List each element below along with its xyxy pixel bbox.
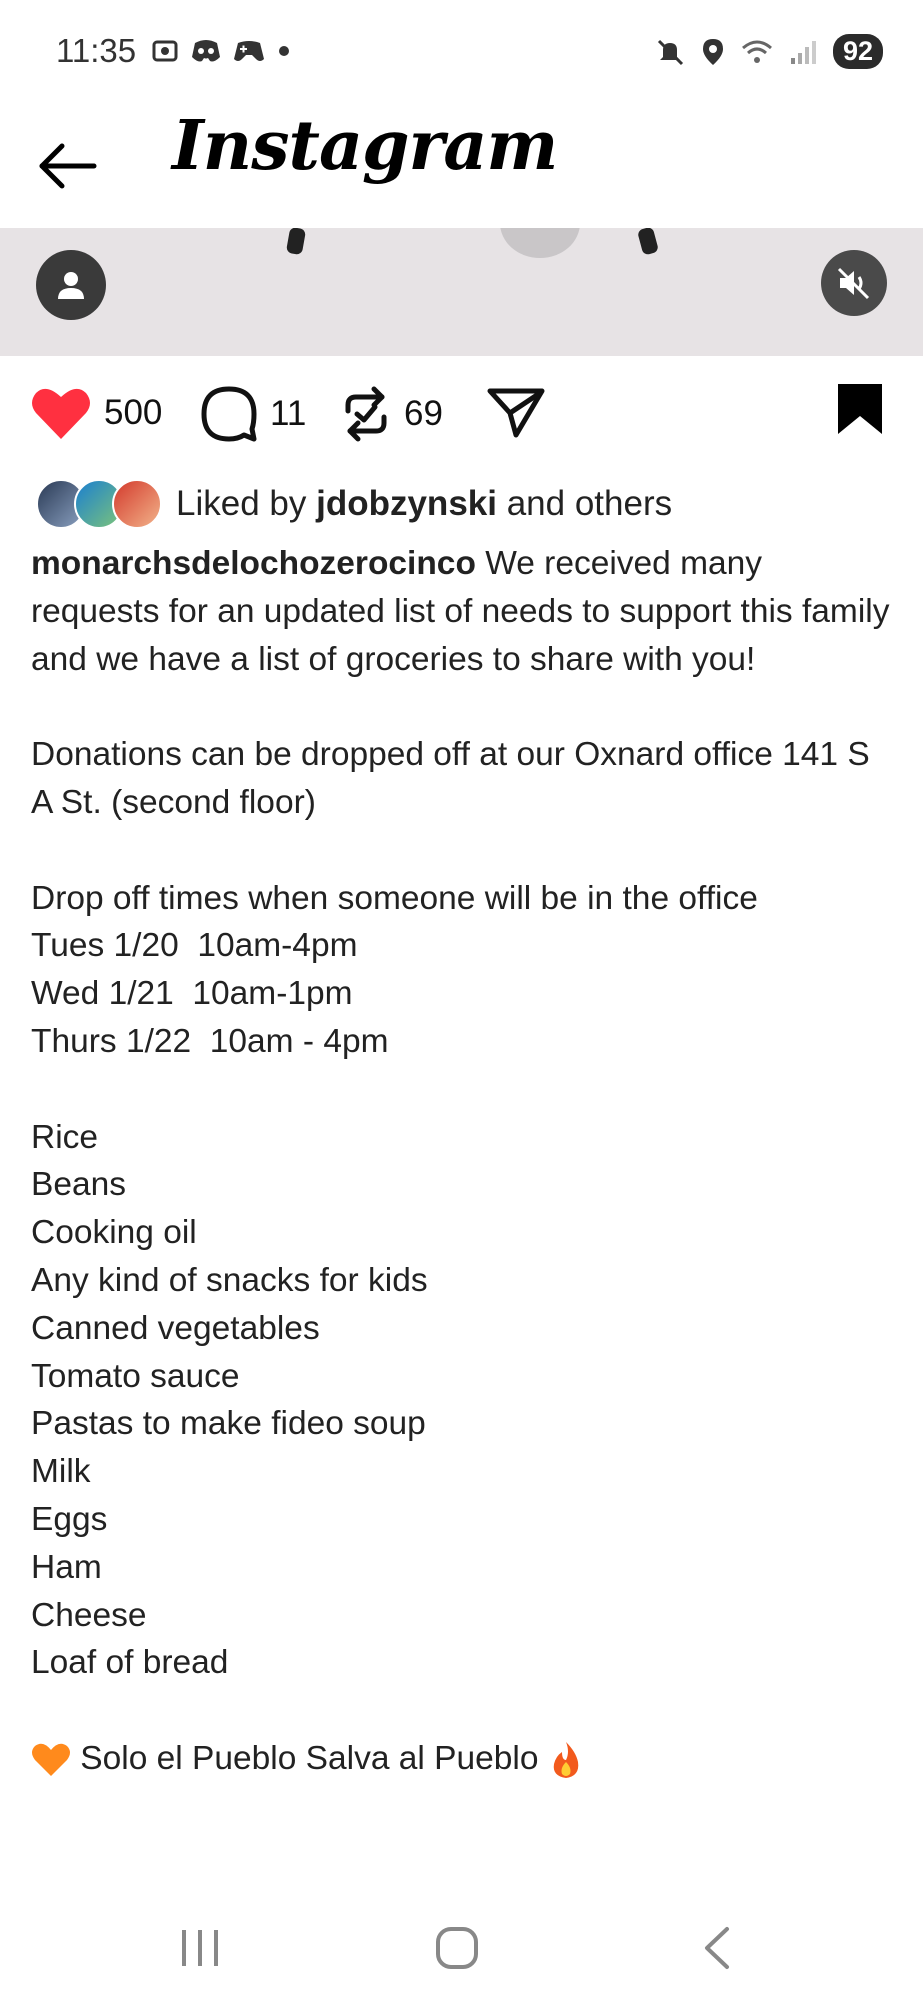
avatar [112, 479, 162, 529]
notification-icons [150, 36, 292, 66]
back-arrow-icon [36, 136, 100, 196]
send-icon [486, 385, 546, 439]
discord-icon [190, 37, 222, 65]
status-time: 11:35 [56, 32, 137, 69]
wifi-icon [741, 38, 773, 66]
recent-apps-button[interactable] [160, 1918, 240, 1978]
back-button[interactable] [36, 136, 106, 196]
dot-icon [276, 43, 292, 59]
battery-level: 92 [833, 34, 883, 69]
comment-icon [200, 385, 258, 443]
caption-closing: Solo el Pueblo Salva al Pueblo [71, 1739, 548, 1777]
tagged-users-button[interactable] [36, 250, 106, 320]
comment-button[interactable] [200, 385, 306, 443]
media-shape [500, 228, 580, 258]
post-media[interactable] [0, 228, 923, 356]
media-shape [637, 228, 659, 256]
system-nav-bar [0, 1900, 923, 2000]
heart-filled-icon [30, 385, 92, 441]
status-bar [0, 0, 923, 100]
game-controller-icon [232, 37, 266, 65]
fire-icon [548, 1740, 584, 1780]
home-icon [434, 1925, 480, 1971]
share-button[interactable] [486, 385, 546, 439]
bookmark-filled-icon [836, 382, 884, 436]
volume-off-icon [836, 265, 872, 301]
orange-heart-icon [31, 1742, 71, 1778]
screenshot-icon [150, 36, 180, 66]
system-back-button[interactable] [676, 1918, 756, 1978]
liked-by-text: Liked by jdobzynski and others [176, 484, 673, 523]
repost-icon [340, 385, 392, 443]
mute-toggle-button[interactable] [821, 250, 887, 316]
caption-username[interactable]: monarchsdelochozerocinco [31, 545, 476, 582]
app-logo: Instagram [172, 106, 558, 186]
caption-text: We received many requests for an updated list of needs to support this family and we have a list of groceries to share with you! Donations can be dropped off at our Oxnard office 141 S A St. (second floor) Drop off times when someone will be in the office Tues 1/20 10am-4pm Wed 1/21 10am-1pm Thurs 1/22 10am - 4pm Rice Beans Cooking oil Any kind of snacks for kids Canned vegetables Tomato sauce Pastas to make fideo soup Milk Eggs Ham Cheese Loaf of bread [31, 545, 890, 1682]
like-button[interactable] [30, 385, 162, 441]
liker-avatars [36, 479, 156, 529]
media-shape [286, 228, 306, 255]
home-button[interactable] [417, 1918, 497, 1978]
system-icons [655, 34, 883, 69]
chevron-left-icon [699, 1925, 733, 1971]
mute-icon [655, 37, 685, 67]
like-count[interactable]: 500 [104, 393, 163, 432]
recent-apps-icon [178, 1926, 222, 1970]
liked-by-row[interactable] [36, 476, 672, 532]
save-button[interactable] [836, 382, 884, 436]
person-icon [54, 268, 88, 302]
location-icon [701, 37, 725, 67]
repost-count: 69 [404, 394, 443, 433]
comment-count: 11 [270, 394, 307, 433]
post-actions [0, 370, 923, 460]
repost-button[interactable] [340, 385, 443, 443]
liked-by-username[interactable]: jdobzynski [316, 484, 497, 523]
app-header [0, 100, 923, 228]
signal-icon [789, 38, 817, 66]
post-caption [31, 540, 891, 1783]
